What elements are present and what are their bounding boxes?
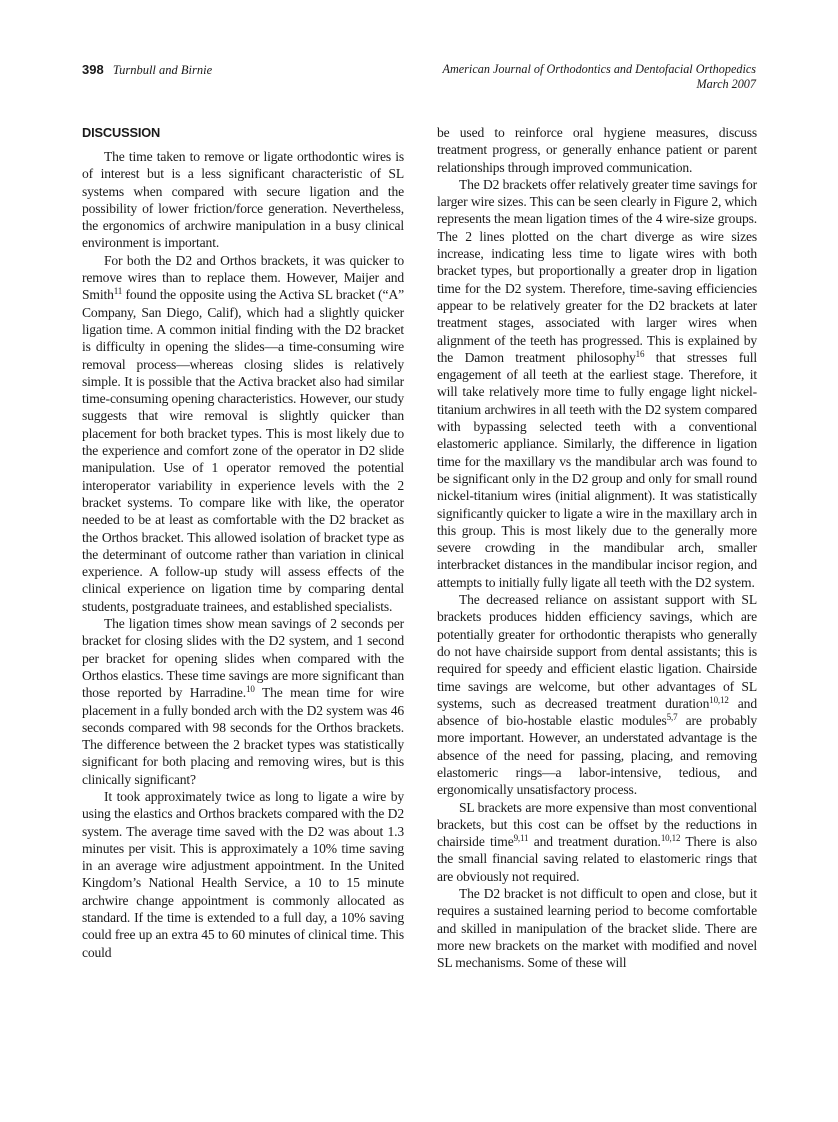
running-authors: Turnbull and Birnie xyxy=(112,63,213,77)
issue-date: March 2007 xyxy=(696,77,756,91)
citation-superscript: 5,7 xyxy=(666,712,678,723)
paragraph-text: For both the D2 and Orthos brackets, it was quicker to remove wires than to replace them. However, Maijer and Smith xyxy=(82,252,404,303)
paragraph-text: There is also the small financial saving related to elastomeric rings that are obviously not required. xyxy=(437,834,757,884)
citation-superscript: 11 xyxy=(113,286,123,297)
paragraph xyxy=(82,148,404,252)
paragraph-text: It took approximately twice as long to ligate a wire by using the elastics and Orthos brackets compared with the D2 system. The average time saved with the D2 was about 1.3 minutes per visit. This is approximately a 10% time saving in an average wire adjustment appointment. In the United Kingdom’s National Health Service, a 10 to 15 minute archwire change appointment is commonly allocated as standard. If the time is extended to a full day, a 10% saving could free up an extra 45 to 60 minutes of clinical time. This could xyxy=(82,788,404,960)
paragraph xyxy=(82,788,404,961)
paragraph-text: SL brackets are more expensive than most conventional brackets, but this cost can be offset by the reductions in chairside time xyxy=(437,799,757,850)
paragraph-text: and absence of bio-hostable elastic modules xyxy=(437,695,757,729)
paragraph-text: The D2 bracket is not difficult to open and close, but it requires a sustained learning period to become comfortable and skilled in manipulation of the bracket slide. There are more new brackets on the market with modified and novel SL mechanisms. Some of these will xyxy=(437,886,757,971)
paragraph-text: The ligation times show mean savings of 2 seconds per bracket for closing slides with the D2 system, and 1 second per bracket for opening slides when compared with the Orthos elastics. These time savings are more significant than those reported by Harradine. xyxy=(82,616,404,701)
running-header-right xyxy=(443,62,756,92)
right-column-body xyxy=(437,124,757,972)
paragraph-text: that stresses full engagement of all teeth at the earliest stage. Therefore, it will take relatively more time to fully engage light nickel-titanium archwires in all teeth with the D2 system compared with bypassing selected teeth with a conventional elastomeric appliance. Similarly, the difference in ligation time for the maxillary vs the mandibular arch was found to be significant only in the D2 group and only for small round nickel-titanium wires (initial alignment). It was statistically significantly quicker to ligate a wire in the maxillary arch in this group. This is most likely due to the generally more severe crowding in the mandibular arch, smaller interbracket distances in the mandibular incisor region, and attempts to initially fully ligate all teeth with the D2 system. xyxy=(437,349,758,590)
section-heading: DISCUSSION xyxy=(82,125,161,140)
paragraph xyxy=(82,252,404,615)
citation-superscript: 9,11 xyxy=(513,833,529,844)
paragraph-text: The mean time for wire placement in a fully bonded arch with the D2 system was 46 seconds compared with 98 seconds for the Orthos brackets. The difference between the 2 bracket types was statistically significant for both placing and removing wires, but is this clinically significant? xyxy=(82,685,404,787)
left-column-body xyxy=(82,148,404,961)
paragraph xyxy=(437,176,757,591)
citation-superscript: 10,12 xyxy=(709,694,729,705)
paragraph-text: The time taken to remove or ligate orthodontic wires is of interest but is a less significant characteristic of SL systems when compared with secure ligation and the possibility of lower friction/force generation. Nevertheless, the ergonomics of archwire manipulation in a busy clinical environment is important. xyxy=(82,149,404,251)
paragraph-text: The decreased reliance on assistant support with SL brackets produces hidden efficiency savings, which are potentially greater for orthodontic therapists who generally do not have chairside support from dental assistants; this is required for speedy and efficient elastic ligation. Chairside time savings are welcome, but other advantages of SL systems, such as decreased treatment duration xyxy=(437,592,757,711)
paragraph-text: The D2 brackets offer relatively greater time savings for larger wire sizes. This can be seen clearly in Figure 2, which represents the mean ligation times of the 4 wire-size groups. The 2 lines plotted on the chart diverge as wire sizes increase, indicating less time to ligate wires with both bracket types, but proportionally a greater drop in ligation time for the D2 system. Therefore, time-saving efficiencies appear to be relatively greater for the D2 brackets at later treatment stages, associated with larger wires when alignment of the teeth has progressed. This is explained by the Damon treatment philosophy xyxy=(437,176,757,365)
running-header-left xyxy=(82,62,212,78)
paragraph-text: found the opposite using the Activa SL bracket (“A” Company, San Diego, Calif), which had a slightly quicker ligation time. A common initial finding with the D2 bracket is difficulty in opening the slides—a time-consuming wire removal process—whereas closing slides is relatively simple. It is possible that the Activa bracket also had similar time-consuming opening characteristics. However, our study suggests that wire removal is slightly quicker than placement for both bracket types. This is most likely due to the experience and comfort zone of the operator in D2 slide manipulation. Use of 1 operator removed the potential interoperator variability in experience levels with the 2 bracket systems. To compare like with like, the operator needed to be at least as comfortable with the D2 bracket as the Orthos bracket. This allowed isolation of bracket type as the determinant of outcome rather than variation in clinical experience. A follow-up study will assess effects of the clinical experience on ligation time by comparing dental students, postgraduate trainees, and established specialists. xyxy=(82,287,404,614)
left-column xyxy=(82,124,404,961)
citation-superscript: 10 xyxy=(246,684,255,695)
citation-superscript: 10,12 xyxy=(660,833,681,844)
paragraph xyxy=(437,885,757,971)
journal-title: American Journal of Orthodontics and Dentofacial Orthopedics xyxy=(442,62,756,76)
paragraph xyxy=(437,591,757,799)
citation-superscript: 16 xyxy=(635,348,645,359)
paragraph xyxy=(437,124,757,176)
right-column xyxy=(437,124,757,972)
paragraph-text: are probably more important. However, an understated advantage is the absence of the need for passing, placing, and removing elastomeric rings—a labor-intensive, tedious, and ergonomically unsatisfactory process. xyxy=(437,713,757,798)
paragraph-text: and treatment duration. xyxy=(528,834,661,850)
page-number: 398 xyxy=(82,62,104,77)
paragraph xyxy=(82,615,404,788)
paragraph xyxy=(437,799,757,885)
paragraph-text: be used to reinforce oral hygiene measures, discuss treatment progress, or generally enhance patient or parent relationships through improved communication. xyxy=(437,125,757,175)
